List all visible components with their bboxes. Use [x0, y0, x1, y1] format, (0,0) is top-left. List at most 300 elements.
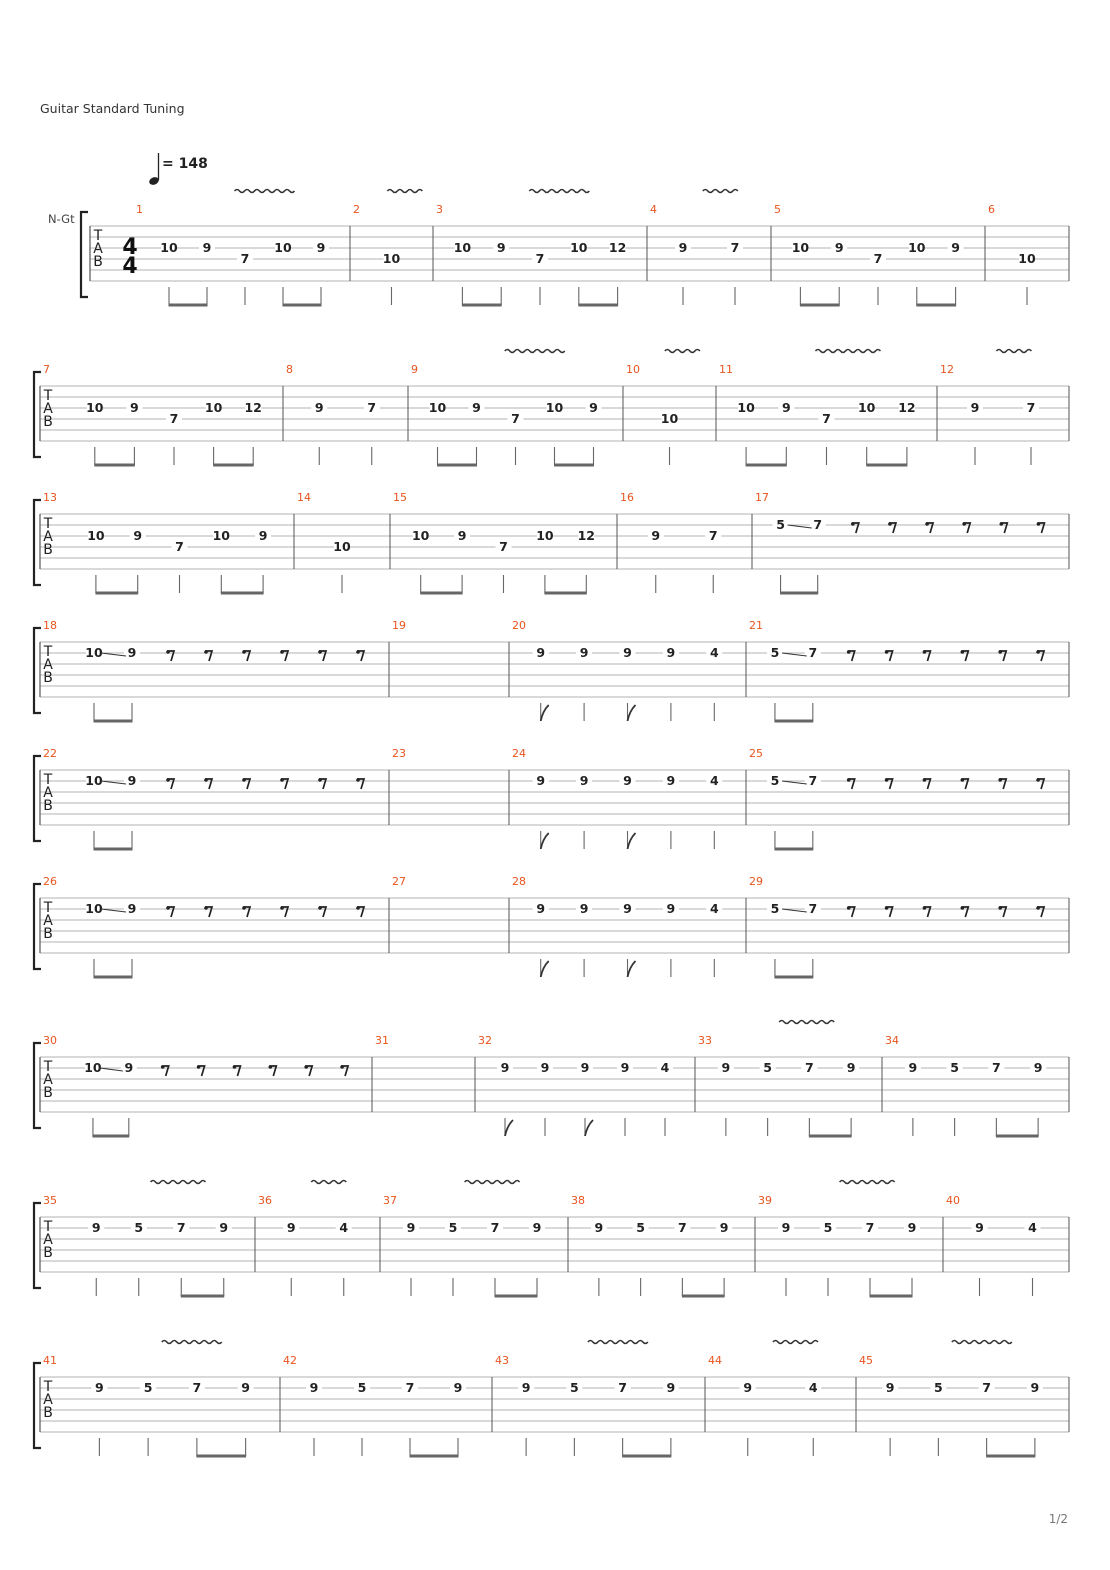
fret-number: 9 — [314, 400, 324, 415]
eighth-rest-dot — [847, 778, 851, 782]
fret-number: 5 — [143, 1380, 153, 1395]
measure-number: 40 — [946, 1194, 960, 1207]
tab-letter: A — [43, 913, 53, 929]
fret-number: 9 — [907, 1220, 917, 1235]
fret-number: 9 — [127, 645, 137, 660]
eighth-rest-dot — [923, 778, 927, 782]
fret-number: 5 — [770, 773, 780, 788]
fret-number: 4 — [709, 901, 719, 916]
eighth-rest-dot — [925, 522, 929, 526]
measure-number: 16 — [620, 491, 634, 504]
measure-number: 42 — [283, 1354, 297, 1367]
fret-number: 9 — [500, 1060, 510, 1075]
eighth-rest-dot — [885, 906, 889, 910]
fret-number: 4 — [808, 1380, 818, 1395]
vibrato-mark — [952, 1341, 1012, 1344]
tab-letter: B — [43, 926, 53, 942]
eighth-rest-dot — [1036, 650, 1040, 654]
fret-number: 7 — [176, 1220, 186, 1235]
measure-number: 1 — [136, 203, 143, 216]
fret-number: 9 — [536, 773, 546, 788]
fret-number: 7 — [805, 1060, 814, 1075]
tab-letter: T — [43, 516, 53, 532]
measure-number: 43 — [495, 1354, 509, 1367]
fret-number: 10 — [545, 400, 564, 415]
fret-number: 7 — [169, 411, 179, 426]
fret-number: 7 — [808, 901, 818, 916]
system-bracket — [81, 212, 88, 297]
tab-letter: B — [43, 414, 53, 430]
fret-number: 7 — [822, 411, 831, 426]
fret-number: 9 — [496, 240, 506, 255]
tab-system — [34, 875, 1069, 977]
vibrato-mark — [465, 1181, 520, 1184]
fret-number: 9 — [536, 901, 546, 916]
eighth-rest-dot — [998, 906, 1002, 910]
fret-number: 9 — [241, 1380, 250, 1395]
fret-number: 9 — [975, 1220, 984, 1235]
measure-number: 3 — [436, 203, 443, 216]
fret-number: 9 — [623, 645, 632, 660]
fret-number: 9 — [719, 1220, 729, 1235]
tab-letter: T — [43, 900, 53, 916]
tab-system — [34, 1341, 1069, 1457]
slide-line — [101, 653, 126, 656]
fret-number: 10 — [660, 411, 679, 426]
measure-number: 29 — [749, 875, 763, 888]
fret-number: 9 — [258, 528, 268, 543]
fret-number: 10 — [382, 251, 401, 266]
vibrato-mark — [996, 350, 1031, 353]
eighth-rest-dot — [166, 650, 170, 654]
fret-number: 9 — [130, 400, 139, 415]
eighth-rest-dot — [197, 1065, 201, 1069]
slide-line — [100, 1068, 123, 1071]
fret-number: 10 — [908, 240, 926, 255]
measure-number: 13 — [43, 491, 57, 504]
fret-number: 9 — [666, 645, 676, 660]
measure-number: 45 — [859, 1354, 873, 1367]
fret-number: 10 — [536, 528, 554, 543]
tab-system — [34, 619, 1069, 721]
measure-number: 8 — [286, 363, 293, 376]
fret-number: 10 — [87, 528, 105, 543]
fret-number: 9 — [536, 645, 546, 660]
fret-number: 10 — [85, 901, 103, 916]
measure-number: 14 — [297, 491, 311, 504]
fret-number: 9 — [623, 901, 632, 916]
fret-number: 10 — [333, 539, 351, 554]
tab-letter: T — [43, 1059, 53, 1075]
eighth-rest-dot — [885, 778, 889, 782]
tab-letter: A — [93, 241, 103, 257]
fret-number: 9 — [133, 528, 143, 543]
fret-number: 7 — [808, 773, 818, 788]
fret-number: 4 — [709, 773, 719, 788]
vibrato-mark — [840, 1181, 895, 1184]
measure-number: 39 — [758, 1194, 772, 1207]
fret-number: 7 — [499, 539, 508, 554]
fret-number: 7 — [175, 539, 184, 554]
fret-number: 7 — [865, 1220, 875, 1235]
fret-number: 9 — [540, 1060, 550, 1075]
fret-number: 9 — [885, 1380, 895, 1395]
eighth-flag — [541, 961, 549, 977]
fret-number: 9 — [743, 1380, 753, 1395]
fret-number: 9 — [579, 645, 589, 660]
tab-letter: B — [43, 1245, 53, 1261]
fret-number: 10 — [428, 400, 447, 415]
measure-number: 18 — [43, 619, 57, 632]
fret-number: 7 — [992, 1060, 1001, 1075]
measure-number: 6 — [988, 203, 995, 216]
eighth-rest-dot — [242, 650, 246, 654]
fret-number: 9 — [594, 1220, 604, 1235]
fret-number: 9 — [721, 1060, 731, 1075]
fret-number: 10 — [411, 528, 430, 543]
fret-number: 7 — [511, 411, 520, 426]
fret-number: 7 — [618, 1380, 627, 1395]
slide-line — [788, 525, 812, 528]
tab-system — [48, 190, 1069, 306]
fret-number: 7 — [367, 400, 377, 415]
instrument-name: N-Gt — [48, 212, 75, 226]
fret-number: 10 — [86, 400, 104, 415]
vibrato-mark — [151, 1181, 206, 1184]
fret-number: 9 — [521, 1380, 531, 1395]
eighth-rest-dot — [356, 650, 360, 654]
tab-system — [34, 1181, 1069, 1297]
measure-number: 33 — [698, 1034, 712, 1047]
measure-number: 30 — [43, 1034, 57, 1047]
fret-number: 9 — [202, 240, 212, 255]
fret-number: 9 — [457, 528, 467, 543]
fret-number: 10 — [204, 400, 223, 415]
fret-number: 9 — [1030, 1380, 1040, 1395]
measure-number: 21 — [749, 619, 763, 632]
fret-number: 4 — [709, 645, 719, 660]
eighth-flag — [505, 1120, 513, 1136]
eighth-rest-dot — [1036, 906, 1040, 910]
fret-number: 12 — [608, 240, 627, 255]
measure-number: 5 — [774, 203, 781, 216]
measure-number: 11 — [719, 363, 733, 376]
fret-number: 9 — [580, 1060, 590, 1075]
eighth-rest-dot — [280, 650, 284, 654]
fret-number: 9 — [781, 1220, 791, 1235]
eighth-rest-dot — [998, 778, 1002, 782]
measure-number: 41 — [43, 1354, 57, 1367]
measure-number: 36 — [258, 1194, 272, 1207]
measure-number: 26 — [43, 875, 57, 888]
eighth-rest-dot — [888, 522, 892, 526]
eighth-rest-dot — [1036, 778, 1040, 782]
fret-number: 9 — [579, 901, 589, 916]
fret-number: 7 — [1026, 400, 1036, 415]
tab-letter: A — [43, 401, 53, 417]
tab-letter: B — [43, 1085, 53, 1101]
measure-number: 25 — [749, 747, 763, 760]
fret-number: 9 — [309, 1380, 319, 1395]
eighth-rest-dot — [1000, 522, 1004, 526]
tab-letter: B — [43, 798, 53, 814]
fret-number: 4 — [1028, 1220, 1037, 1235]
measure-number: 31 — [375, 1034, 389, 1047]
measure-number: 20 — [512, 619, 526, 632]
tempo-marking: = 148 — [162, 156, 208, 172]
fret-number: 9 — [579, 773, 589, 788]
measure-number: 4 — [650, 203, 657, 216]
time-signature-top: 4 — [122, 235, 138, 260]
tab-letter: T — [43, 1379, 53, 1395]
fret-number: 9 — [846, 1060, 856, 1075]
eighth-rest-dot — [340, 1065, 344, 1069]
fret-number: 9 — [91, 1220, 101, 1235]
measure-number: 28 — [512, 875, 526, 888]
measure-number: 10 — [626, 363, 640, 376]
fret-number: 5 — [770, 901, 780, 916]
fret-number: 10 — [570, 240, 588, 255]
tab-letter: T — [43, 388, 53, 404]
tab-letter: T — [93, 228, 103, 244]
fret-number: 7 — [808, 645, 818, 660]
fret-number: 10 — [1018, 251, 1036, 266]
eighth-rest-dot — [847, 650, 851, 654]
eighth-rest-dot — [204, 650, 208, 654]
fret-number: 9 — [127, 773, 137, 788]
eighth-flag — [541, 833, 549, 849]
measure-number: 19 — [392, 619, 406, 632]
fret-number: 10 — [84, 1060, 102, 1075]
fret-number: 10 — [85, 645, 103, 660]
fret-number: 9 — [666, 773, 676, 788]
vibrato-mark — [773, 1341, 818, 1344]
fret-number: 9 — [908, 1060, 918, 1075]
fret-number: 5 — [950, 1060, 959, 1075]
eighth-rest-dot — [962, 522, 966, 526]
measure-number: 9 — [411, 363, 418, 376]
eighth-flag — [585, 1120, 593, 1136]
tab-letter: A — [43, 785, 53, 801]
vibrato-mark — [665, 350, 700, 353]
eighth-rest-dot — [161, 1065, 165, 1069]
fret-number: 9 — [970, 400, 980, 415]
measure-number: 34 — [885, 1034, 899, 1047]
eighth-rest-dot — [269, 1065, 273, 1069]
measure-number: 35 — [43, 1194, 57, 1207]
measure-number: 37 — [383, 1194, 397, 1207]
slide-line — [101, 909, 126, 912]
vibrato-mark — [588, 1341, 648, 1344]
eighth-rest-dot — [356, 778, 360, 782]
measure-number: 17 — [755, 491, 769, 504]
fret-number: 9 — [620, 1060, 630, 1075]
fret-number: 7 — [813, 517, 823, 532]
fret-number: 5 — [570, 1380, 579, 1395]
tab-system — [34, 350, 1069, 466]
eighth-rest-dot — [166, 906, 170, 910]
fret-number: 4 — [339, 1220, 349, 1235]
slide-line — [782, 781, 807, 784]
eighth-rest-dot — [318, 906, 322, 910]
fret-number: 7 — [708, 528, 718, 543]
measure-number: 38 — [571, 1194, 585, 1207]
eighth-rest-dot — [847, 906, 851, 910]
vibrato-mark — [162, 1341, 222, 1344]
eighth-rest-dot — [998, 650, 1002, 654]
tab-letter: A — [43, 529, 53, 545]
fret-number: 7 — [982, 1380, 991, 1395]
vibrato-mark — [779, 1021, 834, 1024]
eighth-rest-dot — [961, 778, 965, 782]
vibrato-mark — [505, 350, 565, 353]
eighth-flag — [628, 705, 636, 721]
fret-number: 10 — [212, 528, 231, 543]
slide-line — [782, 909, 807, 912]
fret-number: 5 — [763, 1060, 772, 1075]
fret-number: 5 — [770, 645, 780, 660]
tab-letter: T — [43, 1219, 53, 1235]
fret-number: 7 — [490, 1220, 500, 1235]
fret-number: 5 — [823, 1220, 833, 1235]
eighth-rest-dot — [242, 906, 246, 910]
eighth-flag — [628, 833, 636, 849]
eighth-rest-dot — [318, 650, 322, 654]
fret-number: 7 — [405, 1380, 415, 1395]
fret-number: 9 — [589, 400, 598, 415]
tab-system — [34, 1021, 1069, 1137]
fret-number: 9 — [678, 240, 688, 255]
tab-letter: A — [43, 1392, 53, 1408]
fret-number: 10 — [791, 240, 810, 255]
fret-number: 9 — [472, 400, 481, 415]
eighth-flag — [628, 961, 636, 977]
fret-number: 10 — [453, 240, 472, 255]
vibrato-mark — [311, 1181, 346, 1184]
fret-number: 7 — [192, 1380, 202, 1395]
fret-number: 10 — [160, 240, 178, 255]
fret-number: 5 — [934, 1380, 943, 1395]
eighth-rest-dot — [318, 778, 322, 782]
fret-number: 10 — [85, 773, 103, 788]
tab-system — [34, 491, 1069, 593]
measure-number: 22 — [43, 747, 57, 760]
eighth-rest-dot — [356, 906, 360, 910]
fret-number: 7 — [730, 240, 740, 255]
eighth-rest-dot — [1037, 522, 1041, 526]
fret-number: 9 — [666, 1380, 676, 1395]
eighth-rest-dot — [166, 778, 170, 782]
tab-letter: A — [43, 1232, 53, 1248]
vibrato-mark — [235, 190, 295, 193]
eighth-flag — [541, 705, 549, 721]
vibrato-mark — [703, 190, 738, 193]
fret-number: 9 — [834, 240, 844, 255]
fret-number: 9 — [95, 1380, 104, 1395]
fret-number: 9 — [219, 1220, 229, 1235]
tab-letter: B — [43, 670, 53, 686]
tab-letter: B — [93, 254, 103, 270]
page-number: 1/2 — [1048, 1512, 1068, 1526]
measure-number: 32 — [478, 1034, 492, 1047]
fret-number: 10 — [737, 400, 755, 415]
tab-letter: A — [43, 657, 53, 673]
fret-number: 9 — [453, 1380, 463, 1395]
eighth-rest-dot — [961, 906, 965, 910]
fret-number: 5 — [357, 1380, 367, 1395]
tab-letter: T — [43, 772, 53, 788]
eighth-rest-dot — [204, 906, 208, 910]
fret-number: 9 — [651, 528, 661, 543]
eighth-rest-dot — [851, 522, 855, 526]
fret-number: 9 — [781, 400, 791, 415]
tab-letter: B — [43, 1405, 53, 1421]
fret-number: 10 — [274, 240, 292, 255]
eighth-rest-dot — [923, 906, 927, 910]
measure-number: 2 — [353, 203, 360, 216]
measure-number: 12 — [940, 363, 954, 376]
fret-number: 12 — [898, 400, 916, 415]
fret-number: 12 — [577, 528, 596, 543]
fret-number: 5 — [776, 517, 785, 532]
measure-number: 44 — [708, 1354, 722, 1367]
fret-number: 7 — [240, 251, 250, 266]
eighth-rest-dot — [233, 1065, 237, 1069]
slide-line — [782, 653, 807, 656]
eighth-rest-dot — [280, 778, 284, 782]
eighth-rest-dot — [885, 650, 889, 654]
fret-number: 10 — [857, 400, 876, 415]
fret-number: 9 — [286, 1220, 296, 1235]
eighth-rest-dot — [961, 650, 965, 654]
fret-number: 9 — [666, 901, 676, 916]
fret-number: 9 — [127, 901, 137, 916]
tab-letter: T — [43, 644, 53, 660]
fret-number: 9 — [124, 1060, 134, 1075]
tuning-label: Guitar Standard Tuning — [40, 101, 185, 116]
fret-number: 7 — [678, 1220, 687, 1235]
fret-number: 5 — [636, 1220, 645, 1235]
measure-number: 24 — [512, 747, 526, 760]
fret-number: 7 — [535, 251, 545, 266]
fret-number: 9 — [316, 240, 326, 255]
measure-number: 15 — [393, 491, 407, 504]
fret-number: 9 — [623, 773, 632, 788]
fret-number: 4 — [660, 1060, 670, 1075]
eighth-rest-dot — [304, 1065, 308, 1069]
fret-number: 9 — [1033, 1060, 1043, 1075]
vibrato-mark — [529, 190, 589, 193]
eighth-rest-dot — [923, 650, 927, 654]
vibrato-mark — [815, 350, 880, 353]
fret-number: 9 — [532, 1220, 542, 1235]
tab-letter: A — [43, 1072, 53, 1088]
eighth-rest-dot — [204, 778, 208, 782]
measure-number: 27 — [392, 875, 406, 888]
fret-number: 12 — [244, 400, 262, 415]
fret-number: 7 — [873, 251, 883, 266]
eighth-rest-dot — [280, 906, 284, 910]
vibrato-mark — [387, 190, 422, 193]
fret-number: 5 — [134, 1220, 144, 1235]
measure-number: 23 — [392, 747, 406, 760]
fret-number: 9 — [406, 1220, 416, 1235]
fret-number: 9 — [951, 240, 960, 255]
time-signature-bottom: 4 — [122, 254, 138, 279]
measure-number: 7 — [43, 363, 50, 376]
eighth-rest-dot — [242, 778, 246, 782]
tab-system — [34, 747, 1069, 849]
